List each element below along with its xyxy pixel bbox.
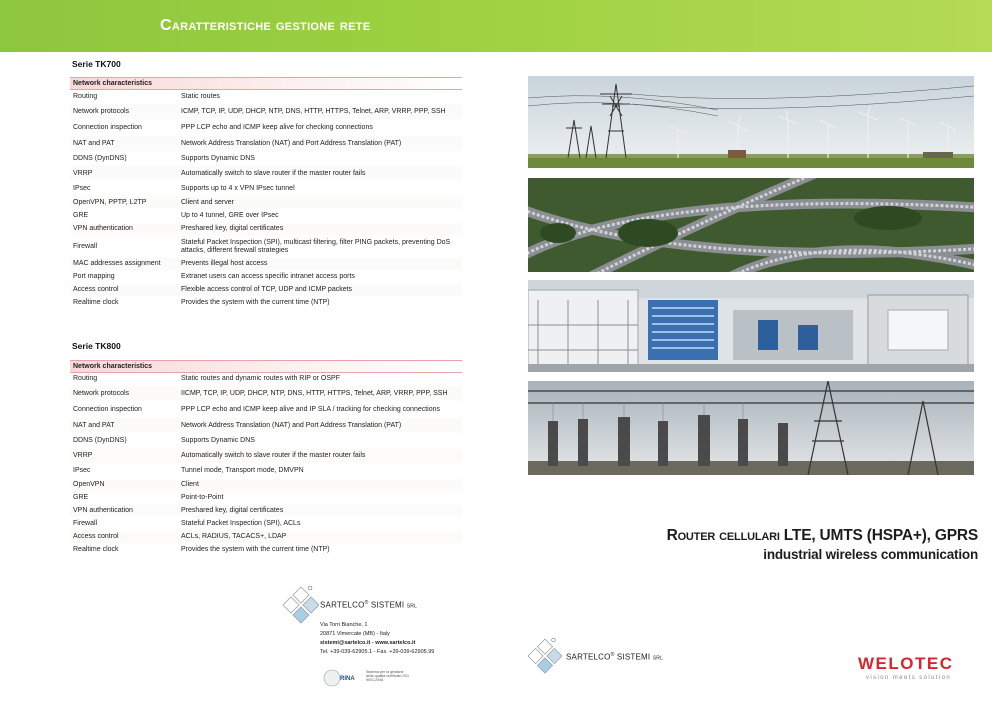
feature-value: Preshared key, digital certificates <box>178 505 462 518</box>
product-subtitle: industrial wireless communication <box>763 547 978 562</box>
feature-name: Firewall <box>70 236 178 258</box>
feature-value: Stateful Packet Inspection (SPI), ACLs <box>178 518 462 531</box>
feature-name: Access control <box>70 284 178 297</box>
table-row <box>70 136 462 152</box>
photo-pylons-windfarm <box>528 76 974 168</box>
feature-name: GRE <box>70 492 178 505</box>
photo-highway-traffic <box>528 178 974 272</box>
table-row <box>70 284 462 297</box>
feature-value: Provides the system with the current time (NTP) <box>178 297 462 310</box>
feature-value: Client and server <box>178 197 462 210</box>
feature-value: Client <box>178 479 462 492</box>
table-row <box>70 182 462 197</box>
svg-text:RINA: RINA <box>340 676 355 682</box>
feature-name: NAT and PAT <box>70 136 178 152</box>
feature-value: Preshared key, digital certificates <box>178 223 462 236</box>
feature-value: Network Address Translation (NAT) and Port Address Translation (PAT) <box>178 136 462 152</box>
feature-value: Automatically switch to slave router if the master router fails <box>178 449 462 464</box>
feature-name: MAC addresses assignment <box>70 258 178 271</box>
table-row <box>70 544 462 557</box>
table-row <box>70 166 462 182</box>
welotec-tagline: vision meets solution <box>866 675 952 681</box>
feature-name: Connection inspection <box>70 402 178 418</box>
feature-value: PPP LCP echo and ICMP keep alive for checking connections <box>178 120 462 136</box>
table-header-row <box>70 361 462 373</box>
table-row <box>70 518 462 531</box>
feature-value: Automatically switch to slave router if the master router fails <box>178 166 462 182</box>
feature-name: NAT and PAT <box>70 418 178 434</box>
table-row <box>70 271 462 284</box>
feature-name: VRRP <box>70 166 178 182</box>
welotec-name: WELOTEC <box>858 654 954 673</box>
table-row <box>70 223 462 236</box>
feature-value: Tunnel mode, Transport mode, DMVPN <box>178 464 462 479</box>
feature-value: Prevents illegal host access <box>178 258 462 271</box>
photo-electrical-substation <box>528 381 974 475</box>
table-row <box>70 258 462 271</box>
feature-name: OpenVPN, PPTP, L2TP <box>70 197 178 210</box>
table-row <box>70 152 462 166</box>
table-row <box>70 531 462 544</box>
feature-value: Up to 4 tunnel, GRE over IPsec <box>178 210 462 223</box>
table-row <box>70 210 462 223</box>
table-row <box>70 104 462 120</box>
tk800-title: Serie TK800 <box>72 341 121 351</box>
page-title: Caratteristiche gestione rete <box>160 17 371 34</box>
feature-name: Routing <box>70 373 178 386</box>
feature-value: Supports Dynamic DNS <box>178 152 462 166</box>
feature-value: Static routes <box>178 90 462 104</box>
table-row <box>70 418 462 434</box>
feature-value: Network Address Translation (NAT) and Port Address Translation (PAT) <box>178 418 462 434</box>
product-title-block <box>667 527 978 562</box>
table-row <box>70 373 462 386</box>
table-row <box>70 197 462 210</box>
sartelco-diamond-icon <box>283 585 319 627</box>
rina-cert-icon <box>322 668 362 688</box>
table-row <box>70 120 462 136</box>
table-row <box>70 297 462 310</box>
feature-name: GRE <box>70 210 178 223</box>
tk700-title: Serie TK700 <box>72 59 121 69</box>
feature-name: Access control <box>70 531 178 544</box>
feature-name: DDNS (DynDNS) <box>70 434 178 449</box>
welotec-logo <box>858 654 954 681</box>
feature-name: DDNS (DynDNS) <box>70 152 178 166</box>
table-row <box>70 90 462 104</box>
tk800-table <box>70 360 462 557</box>
feature-name: IPsec <box>70 182 178 197</box>
feature-value: Point-to-Point <box>178 492 462 505</box>
tk700-table <box>70 77 462 310</box>
feature-value: ACLs, RADIUS, TACACS+, LDAP <box>178 531 462 544</box>
feature-name: Network protocols <box>70 386 178 402</box>
feature-name: Realtime clock <box>70 544 178 557</box>
table-row <box>70 492 462 505</box>
header-banner <box>0 0 992 52</box>
feature-name: Realtime clock <box>70 297 178 310</box>
table-row <box>70 479 462 492</box>
feature-name: Routing <box>70 90 178 104</box>
feature-name: Port mapping <box>70 271 178 284</box>
feature-name: VPN authentication <box>70 223 178 236</box>
feature-value: Provides the system with the current time (NTP) <box>178 544 462 557</box>
table-header-row <box>70 78 462 90</box>
feature-name: OpenVPN <box>70 479 178 492</box>
feature-value: ICMP, TCP, IP, UDP, DHCP, NTP, DNS, HTTP, HTTPS, Telnet, ARP, VRRP, PPP, SSH <box>178 104 462 120</box>
sartelco-name-right: SARTELCO® SISTEMI SRL <box>566 652 664 662</box>
feature-value: Extranet users can access specific intranet access ports <box>178 271 462 284</box>
feature-name: Connection inspection <box>70 120 178 136</box>
sartelco-name-left: SARTELCO® SISTEMI SRL <box>320 600 418 610</box>
table-row <box>70 449 462 464</box>
feature-name: VPN authentication <box>70 505 178 518</box>
table-row <box>70 464 462 479</box>
table-row <box>70 236 462 258</box>
feature-value: Flexible access control of TCP, UDP and ICMP packets <box>178 284 462 297</box>
feature-name: Firewall <box>70 518 178 531</box>
feature-name: VRRP <box>70 449 178 464</box>
table-row <box>70 402 462 418</box>
table-row <box>70 505 462 518</box>
sartelco-logo-right <box>528 637 562 682</box>
feature-name: Network protocols <box>70 104 178 120</box>
sartelco-address: Via Torri Bianche, 1 20871 Vimercate (MB) - Italy sistemi@sartelco.it - www.sartelco.it Tel. +39-039-62905.1 - Fax. +39-039-62905.99 <box>320 622 435 655</box>
feature-value: Supports up to 4 x VPN IPsec tunnel <box>178 182 462 197</box>
table-header: Network characteristics <box>70 78 462 90</box>
photo-industrial-machinery <box>528 280 974 372</box>
table-header: Network characteristics <box>70 361 462 373</box>
sartelco-logo-left <box>283 585 319 632</box>
feature-value: PPP LCP echo and ICMP keep alive and IP SLA / tracking for checking connections <box>178 402 462 418</box>
table-row <box>70 434 462 449</box>
feature-name: IPsec <box>70 464 178 479</box>
product-title: Router cellulari LTE, UMTS (HSPA+), GPRS <box>666 527 978 544</box>
certification-badge <box>322 668 462 690</box>
sartelco-diamond-icon <box>528 637 562 677</box>
feature-value: Supports Dynamic DNS <box>178 434 462 449</box>
feature-value: Static routes and dynamic routes with RIP or OSPF <box>178 373 462 386</box>
table-row <box>70 386 462 402</box>
feature-value: IICMP, TCP, IP, UDP, DHCP, NTP, DNS, HTTP, HTTPS, Telnet, ARP, VRRP, PPP, SSH <box>178 386 462 402</box>
feature-value: Stateful Packet Inspection (SPI), multicast filtering, filter PING packets, preventing DoS attacks, different firewall strategies <box>178 236 462 258</box>
cert-text: Sistema per la gestione della qualità certificato ISO 9001:2008 <box>366 670 409 683</box>
